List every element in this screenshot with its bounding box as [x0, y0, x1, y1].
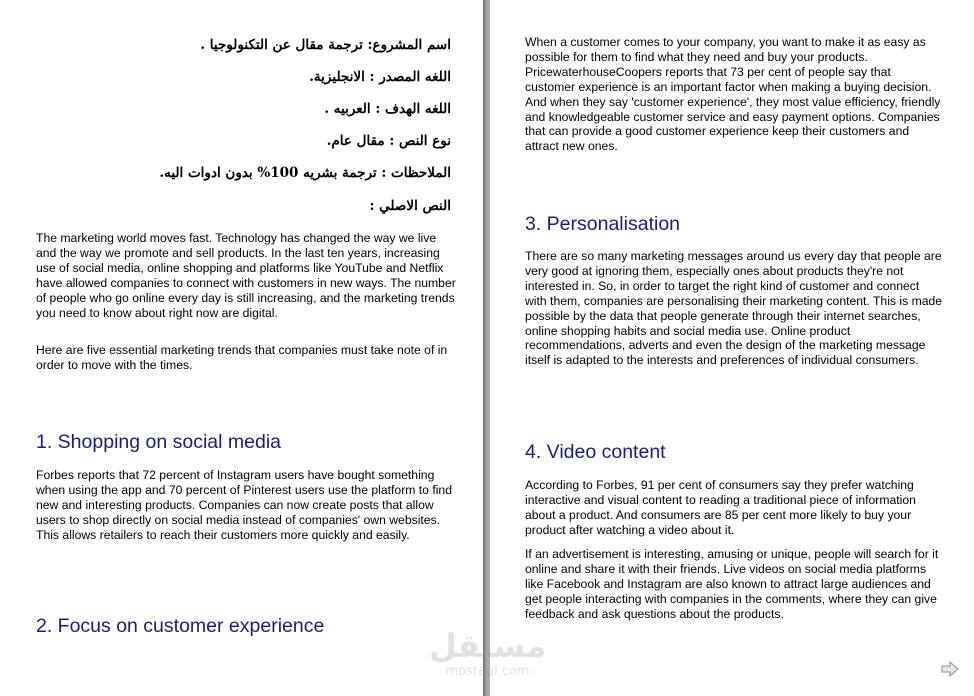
next-page-arrow-icon[interactable] [940, 659, 960, 679]
original-text-label: النص الاصلي : [369, 198, 451, 214]
paragraph-video-content: According to Forbes, 91 per cent of consumers say they prefer watching interactive and visual content to reading a traditional piece of information about a product. And consumers are 85 per cent more likely to buy your product after watching a video about it. [525, 478, 916, 537]
source-language-line: اللغه المصدر : الانجليزية. [309, 69, 451, 85]
paragraph-customer-experience: When a customer comes to your company, you want to make it as easy as possible for them to find what they need and buy your products. PricewaterhouseCoopers reports that 73 per cent of people say that customer experience is an important factor when making a buying decision. And when they say 'customer experience', they most value efficiency, friendly and knowledgeable customer service and easy payment options. Companies that can provide a good customer experience keep their customers and attract new ones. [525, 35, 941, 154]
paragraph-shopping-social-media: Forbes reports that 72 percent of Instagram users have bought something when using the app and 70 percent of Pinterest users use the platform to find new and interesting products. Companies can now create posts that allow users to shop directly on social media instead of companies' own websites. This allows retailers to reach their customers more quickly and easily. [36, 468, 452, 542]
watermark-domain-text: mostaql.com [445, 664, 530, 679]
heading-video-content: 4. Video content [525, 441, 666, 463]
text-type-line: نوع النص : مقال عام. [326, 133, 451, 149]
project-name-line: اسم المشروع: ترجمة مقال عن التكنولوجيا . [200, 37, 451, 53]
mostaql-watermark [425, 628, 550, 684]
watermark-logo-text: مستقل [428, 627, 547, 665]
intro-paragraph: The marketing world moves fast. Technology has changed the way we live and the way we promote and sell products. In the last ten years, increasing use of social media, online shopping and platforms like YouTube and Netflix have allowed companies to connect with customers in new ways. The number of people who go online every day is still increasing, and the marketing trends you need to know about right now are digital. [36, 231, 456, 320]
heading-shopping-social-media: 1. Shopping on social media [36, 431, 281, 453]
notes-line: الملاحظات : ترجمة بشريه 100% بدون ادوات اليه. [159, 165, 451, 181]
document-page-left [0, 0, 483, 696]
intro-paragraph-2: Here are five essential marketing trends that companies must take note of in order to move with the times. [36, 343, 448, 372]
paragraph-personalisation: There are so many marketing messages around us every day that people are very good at ignoring them, especially ones about products they're not interested in. So, in order to target the right kind of customer and connect with them, companies are personalising their marketing content. This is made possible by the data that people generate through their internet searches, online shopping habits and social media use. Online product recommendations, adverts and even the design of the marketing message itself is adapted to the interests and preferences of individual consumers. [525, 249, 943, 368]
document-page-right [490, 0, 974, 696]
heading-personalisation: 3. Personalisation [525, 213, 681, 235]
heading-customer-experience: 2. Focus on customer experience [36, 615, 325, 637]
target-language-line: اللغه الهدف : العربيه . [324, 101, 451, 117]
paragraph-video-sharing: If an advertisement is interesting, amusing or unique, people will search for it online and share it with their friends. Live videos on social media platforms like Facebook and Instagram are also known to attract large audiences and get people interacting with companies in the comments, where they can give feedback and ask questions about the products. [525, 547, 939, 621]
